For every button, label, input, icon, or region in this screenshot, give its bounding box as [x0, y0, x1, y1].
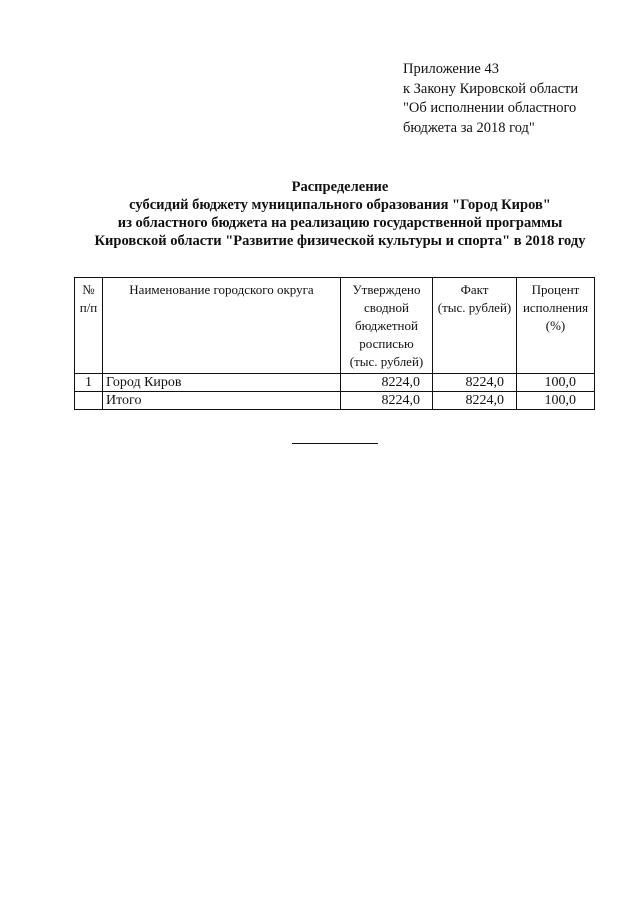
header-fact: Факт (тыс. рублей) [433, 278, 517, 374]
cell-approved: 8224,0 [341, 374, 433, 392]
title-line: из областного бюджета на реализацию государственной программы [117, 215, 563, 231]
table-total-row [75, 392, 595, 410]
title-line: субсидий бюджету муниципального образования "Город Киров" [129, 197, 551, 213]
appendix-line: к Закону Кировской области [403, 80, 579, 97]
document-title [60, 178, 620, 250]
title-line: Кировской области "Развитие физической культуры и спорта" в 2018 году [94, 233, 586, 249]
title-line: Распределение [291, 179, 389, 195]
cell-fact: 8224,0 [433, 374, 517, 392]
appendix-line: Приложение 43 [403, 61, 499, 77]
cell-percent: 100,0 [517, 392, 595, 410]
appendix-line: бюджета за 2018 год" [403, 119, 535, 136]
appendix-note [403, 60, 633, 138]
header-num: № п/п [75, 278, 103, 374]
distribution-table [74, 277, 595, 410]
cell-num: 1 [75, 374, 103, 392]
closing-rule [292, 443, 378, 444]
cell-percent: 100,0 [517, 374, 595, 392]
header-name: Наименование городского округа [103, 278, 341, 374]
cell-fact: 8224,0 [433, 392, 517, 410]
cell-num [75, 392, 103, 410]
header-approved: Утверждено сводной бюджетной росписью (тыс. рублей) [341, 278, 433, 374]
cell-name: Город Киров [103, 374, 341, 392]
table-row [75, 374, 595, 392]
appendix-line: "Об исполнении областного [403, 100, 577, 116]
table-header-row [75, 278, 595, 374]
header-percent: Процент исполнения (%) [517, 278, 595, 374]
cell-approved: 8224,0 [341, 392, 433, 410]
cell-name: Итого [103, 392, 341, 410]
